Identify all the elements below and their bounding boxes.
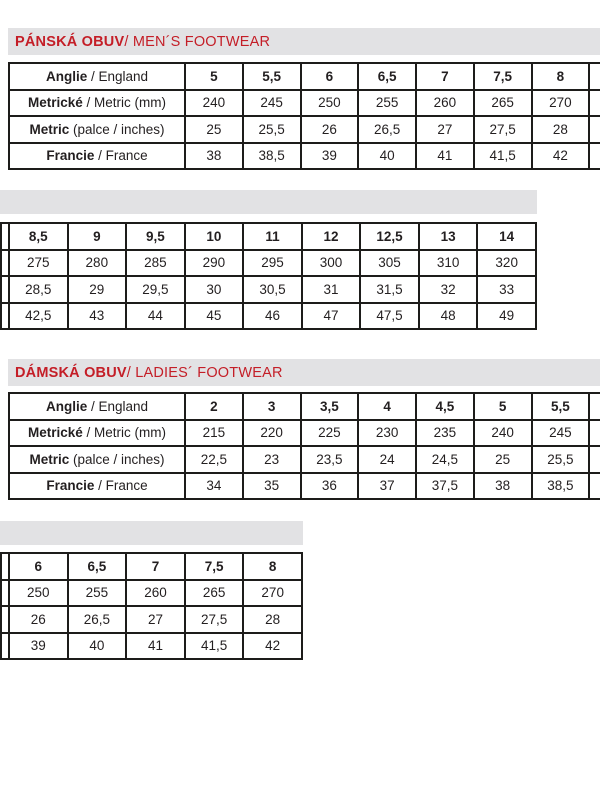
size-header-cell: 14 [477,223,536,250]
value-cell: 235 [416,420,474,447]
value-cell: 24 [358,446,416,473]
table-row [1,606,302,633]
value-cell: 245 [532,420,590,447]
table-row [1,580,302,607]
ladies-section-header [8,359,600,386]
mens-title-english: / MEN´S FOOTWEAR [124,33,271,50]
row-label: Metric (palce / inches) [9,446,185,473]
cut-column-stub [589,446,600,473]
value-cell: 215 [185,420,243,447]
size-header-cell: 5 [185,63,243,90]
value-cell: 270 [532,90,590,117]
value-cell: 23,5 [301,446,359,473]
value-cell: 41 [416,143,474,170]
ladies-size-table-part2-viewport [0,552,303,670]
value-cell: 25,5 [532,446,590,473]
ladies-title-czech: DÁMSKÁ OBUV [15,364,127,381]
size-header-cell: 4,5 [416,393,474,420]
row-label: Metrické / Metric (mm) [9,90,185,117]
value-cell: 300 [302,250,361,277]
value-cell: 41 [126,633,185,660]
table-row [1,303,536,330]
value-cell: 47,5 [360,303,419,330]
value-cell: 44 [126,303,185,330]
size-header-cell: 10 [185,223,244,250]
row-label: Metrické / Metric (mm) [9,420,185,447]
size-header-cell: 6,5 [68,553,127,580]
cut-column-stub [589,63,600,90]
cut-column-stub [589,90,600,117]
value-cell: 23 [243,446,301,473]
cut-column-stub [1,250,9,277]
value-cell: 38 [185,143,243,170]
size-header-cell: 8 [532,63,590,90]
value-cell: 41,5 [474,143,532,170]
size-header-cell: 6 [9,553,68,580]
table-row [1,250,536,277]
value-cell: 39 [301,143,359,170]
size-header-cell: 5 [474,393,532,420]
value-cell: 42 [243,633,302,660]
value-cell: 295 [243,250,302,277]
size-header-cell: 9 [68,223,127,250]
value-cell: 250 [9,580,68,607]
value-cell: 26 [301,116,359,143]
cut-column-stub [1,606,9,633]
value-cell: 32 [419,276,478,303]
table-row [1,633,302,660]
mens-title-czech: PÁNSKÁ OBUV [15,33,125,50]
size-header-cell: 2 [185,393,243,420]
value-cell: 31 [302,276,361,303]
value-cell: 30,5 [243,276,302,303]
value-cell: 240 [474,420,532,447]
size-header-cell: 7 [126,553,185,580]
value-cell: 25 [474,446,532,473]
size-header-cell: 5,5 [532,393,590,420]
value-cell: 43 [68,303,127,330]
value-cell: 260 [416,90,474,117]
value-cell: 290 [185,250,244,277]
value-cell: 305 [360,250,419,277]
value-cell: 24,5 [416,446,474,473]
value-cell: 22,5 [185,446,243,473]
mens-section-header [8,28,600,55]
ladies-continued-header-bar [0,521,303,545]
cut-column-stub [1,553,9,580]
value-cell: 28 [532,116,590,143]
value-cell: 46 [243,303,302,330]
size-header-cell: 11 [243,223,302,250]
size-header-cell: 7,5 [474,63,532,90]
value-cell: 35 [243,473,301,500]
value-cell: 36 [301,473,359,500]
cut-column-stub [1,633,9,660]
size-header-cell: 8,5 [9,223,68,250]
cut-column-stub [1,303,9,330]
cut-column-stub [589,393,600,420]
value-cell: 34 [185,473,243,500]
value-cell: 29,5 [126,276,185,303]
table-row [1,223,536,250]
value-cell: 25,5 [243,116,301,143]
ladies-size-table-part2 [0,552,303,660]
value-cell: 27,5 [474,116,532,143]
cut-column-stub [1,580,9,607]
value-cell: 40 [358,143,416,170]
mens-size-table-part1-viewport [8,62,600,174]
cut-column-stub [589,116,600,143]
value-cell: 38,5 [243,143,301,170]
value-cell: 225 [301,420,359,447]
value-cell: 28 [243,606,302,633]
value-cell: 37,5 [416,473,474,500]
size-header-cell: 6 [301,63,359,90]
size-header-cell: 13 [419,223,478,250]
value-cell: 29 [68,276,127,303]
value-cell: 285 [126,250,185,277]
value-cell: 26,5 [68,606,127,633]
value-cell: 280 [68,250,127,277]
size-header-cell: 3 [243,393,301,420]
value-cell: 26,5 [358,116,416,143]
table-row [1,276,536,303]
value-cell: 26 [9,606,68,633]
table-row [1,553,302,580]
value-cell: 40 [68,633,127,660]
size-header-cell: 5,5 [243,63,301,90]
value-cell: 39 [9,633,68,660]
value-cell: 37 [358,473,416,500]
value-cell: 250 [301,90,359,117]
value-cell: 230 [358,420,416,447]
ladies-size-table-part1 [8,392,600,500]
value-cell: 27,5 [185,606,244,633]
value-cell: 245 [243,90,301,117]
value-cell: 38,5 [532,473,590,500]
size-header-cell: 6,5 [358,63,416,90]
mens-continued-header-bar [0,190,537,214]
size-header-cell: 7,5 [185,553,244,580]
cut-column-stub [1,276,9,303]
value-cell: 310 [419,250,478,277]
size-header-cell: 7 [416,63,474,90]
value-cell: 42,5 [9,303,68,330]
value-cell: 31,5 [360,276,419,303]
value-cell: 27 [126,606,185,633]
row-label: Metric (palce / inches) [9,116,185,143]
value-cell: 42 [532,143,590,170]
mens-size-table-part2-viewport [0,222,537,340]
row-label: Anglie / England [9,63,185,90]
table-row [9,420,600,447]
value-cell: 30 [185,276,244,303]
value-cell: 320 [477,250,536,277]
ladies-title-english: / LADIES´ FOOTWEAR [126,364,283,381]
value-cell: 265 [185,580,244,607]
mens-size-table-part2 [0,222,537,330]
cut-column-stub [589,143,600,170]
row-label: Francie / France [9,143,185,170]
value-cell: 33 [477,276,536,303]
cut-column-stub [1,223,9,250]
table-row [9,116,600,143]
value-cell: 45 [185,303,244,330]
table-row [9,63,600,90]
table-row [9,393,600,420]
value-cell: 27 [416,116,474,143]
value-cell: 48 [419,303,478,330]
size-header-cell: 4 [358,393,416,420]
value-cell: 240 [185,90,243,117]
table-row [9,90,600,117]
table-row [9,446,600,473]
value-cell: 270 [243,580,302,607]
row-label: Francie / France [9,473,185,500]
value-cell: 49 [477,303,536,330]
value-cell: 260 [126,580,185,607]
table-row [9,143,600,170]
size-header-cell: 8 [243,553,302,580]
value-cell: 255 [358,90,416,117]
cut-column-stub [589,420,600,447]
ladies-size-table-part1-viewport [8,392,600,504]
table-row [9,473,600,500]
mens-size-table-part1 [8,62,600,170]
value-cell: 28,5 [9,276,68,303]
value-cell: 41,5 [185,633,244,660]
cut-column-stub [589,473,600,500]
size-header-cell: 12 [302,223,361,250]
value-cell: 255 [68,580,127,607]
size-header-cell: 9,5 [126,223,185,250]
value-cell: 265 [474,90,532,117]
value-cell: 275 [9,250,68,277]
value-cell: 25 [185,116,243,143]
value-cell: 38 [474,473,532,500]
size-header-cell: 12,5 [360,223,419,250]
size-header-cell: 3,5 [301,393,359,420]
row-label: Anglie / England [9,393,185,420]
value-cell: 220 [243,420,301,447]
value-cell: 47 [302,303,361,330]
